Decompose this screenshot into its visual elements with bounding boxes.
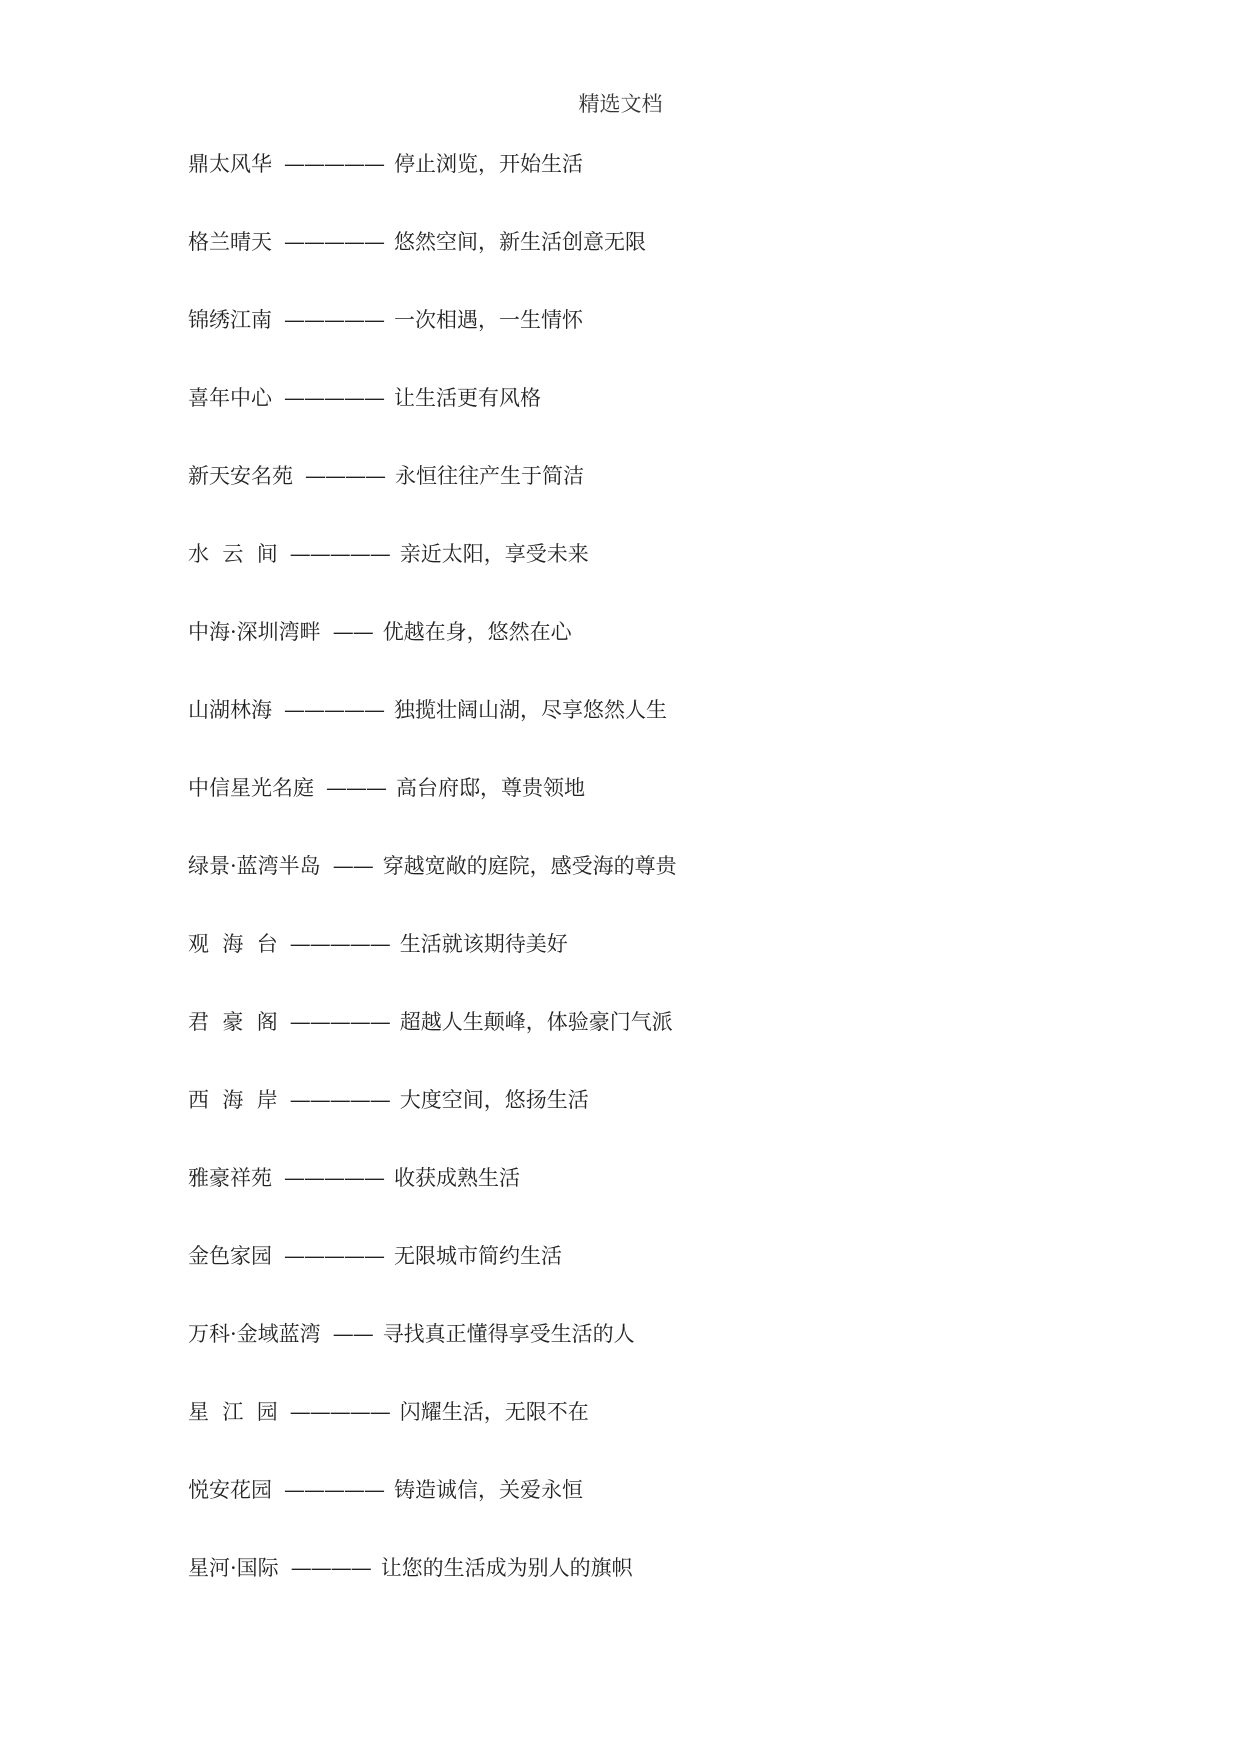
- list-item: [188, 1165, 677, 1243]
- dash-separator: —————: [284, 1478, 384, 1502]
- slogan-text: 穿越宽敞的庭院，感受海的尊贵: [382, 854, 677, 878]
- slogan-text: 一次相遇，一生情怀: [394, 308, 583, 332]
- list-item: [188, 1009, 677, 1087]
- slogan-text: 高台府邸，尊贵领地: [396, 776, 585, 800]
- project-name: 金色家园: [188, 1244, 272, 1268]
- dash-separator: —————: [289, 542, 390, 566]
- list-item: [188, 775, 677, 853]
- list-item: [188, 697, 677, 775]
- list-item: [188, 463, 677, 541]
- project-name: 西 海 岸: [188, 1088, 278, 1112]
- slogan-text: 停止浏览，开始生活: [394, 152, 583, 176]
- project-name: 万科·金域蓝湾: [188, 1322, 321, 1346]
- dash-separator: ——: [332, 1322, 373, 1346]
- project-name: 山湖林海: [188, 698, 272, 722]
- dash-separator: ————: [290, 1556, 371, 1580]
- list-item: [188, 931, 677, 1009]
- slogan-text: 无限城市简约生活: [394, 1244, 562, 1268]
- dash-separator: ————: [305, 464, 385, 488]
- list-item: [188, 307, 677, 385]
- dash-separator: —————: [289, 932, 390, 956]
- list-item: [188, 541, 677, 619]
- list-item: [188, 1399, 677, 1477]
- project-name: 悦安花园: [188, 1478, 272, 1502]
- list-item: [188, 1321, 677, 1399]
- slogan-list: [188, 151, 677, 1633]
- project-name: 绿景·蓝湾半岛: [188, 854, 321, 878]
- page-header: 精选文档: [578, 92, 663, 116]
- slogan-text: 让生活更有风格: [394, 386, 541, 410]
- project-name: 水 云 间: [188, 542, 278, 566]
- list-item: [188, 1555, 677, 1633]
- list-item: [188, 385, 677, 463]
- slogan-text: 收获成熟生活: [394, 1166, 520, 1190]
- list-item: [188, 1243, 677, 1321]
- dash-separator: ——: [332, 620, 373, 644]
- dash-separator: —————: [284, 386, 384, 410]
- slogan-text: 永恒往往产生于简洁: [395, 464, 584, 488]
- list-item: [188, 853, 677, 931]
- list-item: [188, 151, 677, 229]
- dash-separator: —————: [284, 152, 384, 176]
- slogan-text: 大度空间，悠扬生活: [399, 1088, 589, 1112]
- dash-separator: —————: [289, 1088, 390, 1112]
- dash-separator: —————: [284, 308, 384, 332]
- slogan-text: 悠然空间，新生活创意无限: [394, 230, 646, 254]
- project-name: 观 海 台: [188, 932, 278, 956]
- slogan-text: 让您的生活成为别人的旗帜: [380, 1556, 633, 1580]
- slogan-text: 亲近太阳，享受未来: [399, 542, 589, 566]
- slogan-text: 超越人生颠峰，体验豪门气派: [399, 1010, 673, 1034]
- project-name: 星 江 园: [188, 1400, 278, 1424]
- slogan-text: 寻找真正懂得享受生活的人: [382, 1322, 635, 1346]
- dash-separator: —————: [284, 1166, 384, 1190]
- project-name: 君 豪 阁: [188, 1010, 278, 1034]
- project-name: 格兰晴天: [188, 230, 272, 254]
- list-item: [188, 229, 677, 307]
- project-name: 喜年中心: [188, 386, 272, 410]
- list-item: [188, 1477, 677, 1555]
- project-name: 中信星光名庭: [188, 776, 314, 800]
- slogan-text: 铸造诚信，关爱永恒: [394, 1478, 583, 1502]
- project-name: 锦绣江南: [188, 308, 272, 332]
- dash-separator: —————: [284, 698, 384, 722]
- project-name: 雅豪祥苑: [188, 1166, 272, 1190]
- dash-separator: —————: [289, 1010, 390, 1034]
- project-name: 中海·深圳湾畔: [188, 620, 321, 644]
- dash-separator: —————: [284, 230, 384, 254]
- slogan-text: 闪耀生活，无限不在: [399, 1400, 589, 1424]
- dash-separator: ——: [332, 854, 373, 878]
- project-name: 新天安名苑: [188, 464, 293, 488]
- dash-separator: ———: [326, 776, 386, 800]
- project-name: 鼎太风华: [188, 152, 272, 176]
- slogan-text: 生活就该期待美好: [399, 932, 568, 956]
- dash-separator: —————: [289, 1400, 390, 1424]
- slogan-text: 独揽壮阔山湖，尽享悠然人生: [394, 698, 667, 722]
- dash-separator: —————: [284, 1244, 384, 1268]
- list-item: [188, 619, 677, 697]
- project-name: 星河·国际: [188, 1556, 279, 1580]
- slogan-text: 优越在身，悠然在心: [382, 620, 572, 644]
- list-item: [188, 1087, 677, 1165]
